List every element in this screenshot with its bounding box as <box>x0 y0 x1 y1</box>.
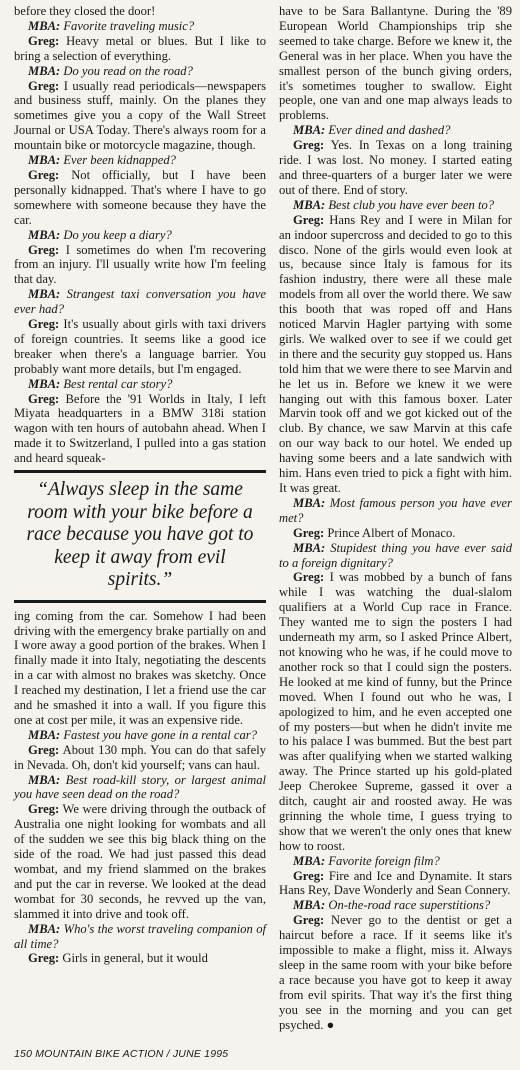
speaker-label: MBA: <box>28 287 61 302</box>
speaker-label: Greg: <box>28 391 60 406</box>
speaker-label: MBA: <box>28 727 61 742</box>
speaker-label: Greg: <box>28 802 60 817</box>
answer-text: I sometimes do when I'm recovering from an injury. I'll usually write how I'm feeling that day. <box>14 242 266 287</box>
speaker-label: Greg: <box>28 33 60 48</box>
left-column <box>14 4 266 966</box>
answer-text: Prince Albert of Monaco. <box>324 525 456 540</box>
speaker-label: MBA: <box>28 921 61 936</box>
question-text: Fastest you have gone in a rental car? <box>60 727 257 742</box>
speaker-label: MBA: <box>293 540 326 555</box>
left-column-top-text <box>14 4 266 466</box>
speaker-label: Greg: <box>28 317 60 332</box>
answer-text: I was mobbed by a bunch of fans while I was watching the dual-slalom qualifiers at a World Cup race in France. They wanted me to sign the posters I had underneath my arm, so I asked Prince Albert, not knowing who he was, if he could move to another rock so that I could sign the posters. He looked at me kind of funny, but the Prince moved. When I found out who he was, I apologized to him, and he even accepted one of my posters—but when he didn't invite me to his palace I was bummed. But the best part was after qualifying when we started walking away. The Prince started up his gold-plated Jeep Cherokee Supreme, gassed it over a ditch, caught air and roosted away. He was grinning the whole time, I guess trying to show that we weren't the only ones that knew how to roost. <box>279 570 512 853</box>
interview-answer <box>14 317 266 377</box>
interview-question <box>14 728 266 743</box>
speaker-label: Greg: <box>28 742 60 757</box>
question-text: Best road-kill story, or largest animal you have seen dead on the road? <box>14 772 266 802</box>
question-text: On-the-road race superstitions? <box>325 898 491 913</box>
interview-question <box>279 541 512 571</box>
end-of-article-mark: ● <box>326 1017 335 1032</box>
answer-text: We were driving through the outback of Australia one night looking for wombats and all of the sudden we see this big black thing on the side of the road. We had just passed this dead wombat, and my friend slammed on the brakes and put the car in reverse. We looked at the dead wombat for 30 seconds, he revved up the van, slammed it into drive and took off. <box>14 802 266 921</box>
answer-text: Girls in general, but it would <box>59 951 208 966</box>
speaker-label: Greg: <box>28 167 60 182</box>
interview-question <box>14 64 266 79</box>
interview-question <box>279 198 512 213</box>
interview-answer <box>279 869 512 899</box>
speaker-label: Greg: <box>28 78 60 93</box>
interview-answer <box>14 743 266 773</box>
answer-text: Never go to the dentist or get a haircut before a race. If it seems like it's impossible to make a flight, miss it. Always sleep in the same room with your bike before a race because you have got to keep it away from evil spirits. That way it's the first thing you see in the morning and you can get psyched. <box>279 913 512 1032</box>
question-text: Most famous person you have ever met? <box>279 495 512 525</box>
page-footer: 150 MOUNTAIN BIKE ACTION / JUNE 1995 <box>14 1048 229 1060</box>
interview-answer <box>14 243 266 288</box>
question-text: Stupidest thing you have ever said to a foreign dignitary? <box>279 540 512 570</box>
interview-question <box>14 228 266 243</box>
interview-question <box>279 898 512 913</box>
interview-question <box>279 123 512 138</box>
speaker-label: MBA: <box>293 495 326 510</box>
interview-question <box>14 922 266 952</box>
speaker-label: Greg: <box>28 951 60 966</box>
answer-text: Fire and Ice and Dynamite. It stars Hans Rey, Dave Wonderly and Sean Connery. <box>279 868 512 898</box>
interview-answer <box>279 570 512 853</box>
pull-quote: “Always sleep in the same room with your bike before a race because you have got to keep it away from evil spirits.” <box>14 470 266 603</box>
continued-paragraph: before they closed the door! <box>14 4 156 18</box>
interview-answer <box>14 802 266 921</box>
interview-answer <box>14 392 266 467</box>
interview-question <box>279 854 512 869</box>
speaker-label: MBA: <box>293 853 326 868</box>
question-text: Who's the worst traveling companion of all time? <box>14 921 266 951</box>
interview-question <box>14 153 266 168</box>
speaker-label: Greg: <box>293 525 325 540</box>
speaker-label: MBA: <box>28 153 61 168</box>
question-text: Favorite traveling music? <box>60 18 195 33</box>
right-column <box>279 4 512 1033</box>
speaker-label: Greg: <box>293 212 325 227</box>
answer-text: About 130 mph. You can do that safely in Nevada. Oh, don't kid yourself; vans can haul. <box>14 742 266 772</box>
speaker-label: MBA: <box>28 376 61 391</box>
speaker-label: MBA: <box>293 898 326 913</box>
interview-answer <box>279 526 512 541</box>
left-column-bottom-text <box>14 609 266 967</box>
speaker-label: MBA: <box>293 197 326 212</box>
interview-answer <box>14 34 266 64</box>
speaker-label: Greg: <box>293 138 325 153</box>
speaker-label: Greg: <box>293 570 325 585</box>
question-text: Do you read on the road? <box>60 63 193 78</box>
speaker-label: Greg: <box>28 242 60 257</box>
question-text: Ever been kidnapped? <box>60 153 176 168</box>
continued-paragraph: have to be Sara Ballantyne. During the '89 European World Championships trip she seemed to take charge. Before we knew it, the General was in her place. When you have the smallest person of the bunch giving orders, it's sometimes tougher to swallow. Eight people, one van and one map always leads to problems. <box>279 4 512 123</box>
interview-answer <box>279 913 512 1032</box>
interview-answer <box>14 168 266 228</box>
answer-text: Before the '91 Worlds in Italy, I left Miyata headquarters in a BMW 318i station wagon with ten hours of autobahn ahead. When I made it to Switzerland, I pulled into a gas station and heard squeak- <box>14 391 266 466</box>
answer-text: Not officially, but I have been personally kidnapped. That's where I have to go somewhere with someone because they have the car. <box>14 167 266 227</box>
interview-question <box>14 377 266 392</box>
interview-answer <box>279 213 512 496</box>
speaker-label: MBA: <box>293 123 326 138</box>
question-text: Strangest taxi conversation you have ever had? <box>14 287 266 317</box>
speaker-label: Greg: <box>293 868 325 883</box>
answer-text: Yes. In Texas on a long training ride. I was lost. No money. I started eating and three-quarters of a burger later we were out of there. End of story. <box>279 138 512 197</box>
speaker-label: MBA: <box>28 227 61 242</box>
question-text: Do you keep a diary? <box>60 227 172 242</box>
speaker-label: MBA: <box>28 63 61 78</box>
interview-question <box>14 773 266 803</box>
speaker-label: MBA: <box>28 18 61 33</box>
question-text: Favorite foreign film? <box>325 853 440 868</box>
interview-question <box>14 19 266 34</box>
speaker-label: Greg: <box>293 913 325 928</box>
right-column-text <box>279 4 512 1033</box>
continued-paragraph: ing coming from the car. Somehow I had been driving with the emergency brake partially on and I wore away a good portion of the brakes. When I finally made it into Italy, negotiating the descents in a car with almost no brakes was sketchy. Once I reached my destination, I let a friend use the car and he smashed it into a wall. If you figure this one at cost per mile, it was an expensive ride. <box>14 608 266 727</box>
interview-question <box>279 496 512 526</box>
interview-question <box>14 287 266 317</box>
answer-text: I usually read periodicals—newspapers and business stuff, mainly. On the planes they sometimes give you a copy of the Wall Street Journal or USA Today. There's always room for a mountain bike or motorcycle magazine, though. <box>14 78 266 153</box>
question-text: Ever dined and dashed? <box>325 123 451 138</box>
speaker-label: MBA: <box>28 772 61 787</box>
interview-answer <box>14 79 266 154</box>
question-text: Best club you have ever been to? <box>325 197 495 212</box>
answer-text: Hans Rey and I were in Milan for an indoor supercross and decided to go to this disco. None of the girls would even look at us, because since Italy is famous for its fashion industry, there were all these male models from all over the world there. We saw this booth that was roped off and Hans noticed Marvin Hagler partying with some girls. We walked over to see if we could get in there and the security guy stopped us. Hans told him that we were there to see Marvin and he let us in. Before we knew it we were hanging out with this famous boxer. Later Marvin took off and we got kicked out of the club. By chance, we saw Marvin at this cafe on our way back to our hotel. We ended up having some beers and a late sandwich with him. Hans even tried to pick a fight with him. It was great. <box>279 212 512 495</box>
interview-answer <box>279 138 512 198</box>
interview-answer <box>14 951 266 966</box>
answer-text: Heavy metal or blues. But I like to bring a selection of everything. <box>14 33 266 63</box>
answer-text: It's usually about girls with taxi drivers of foreign countries. It seems like a good ice breaker when there's a language barrier. You probably want more details, but I'm engaged. <box>14 317 266 376</box>
question-text: Best rental car story? <box>60 376 173 391</box>
